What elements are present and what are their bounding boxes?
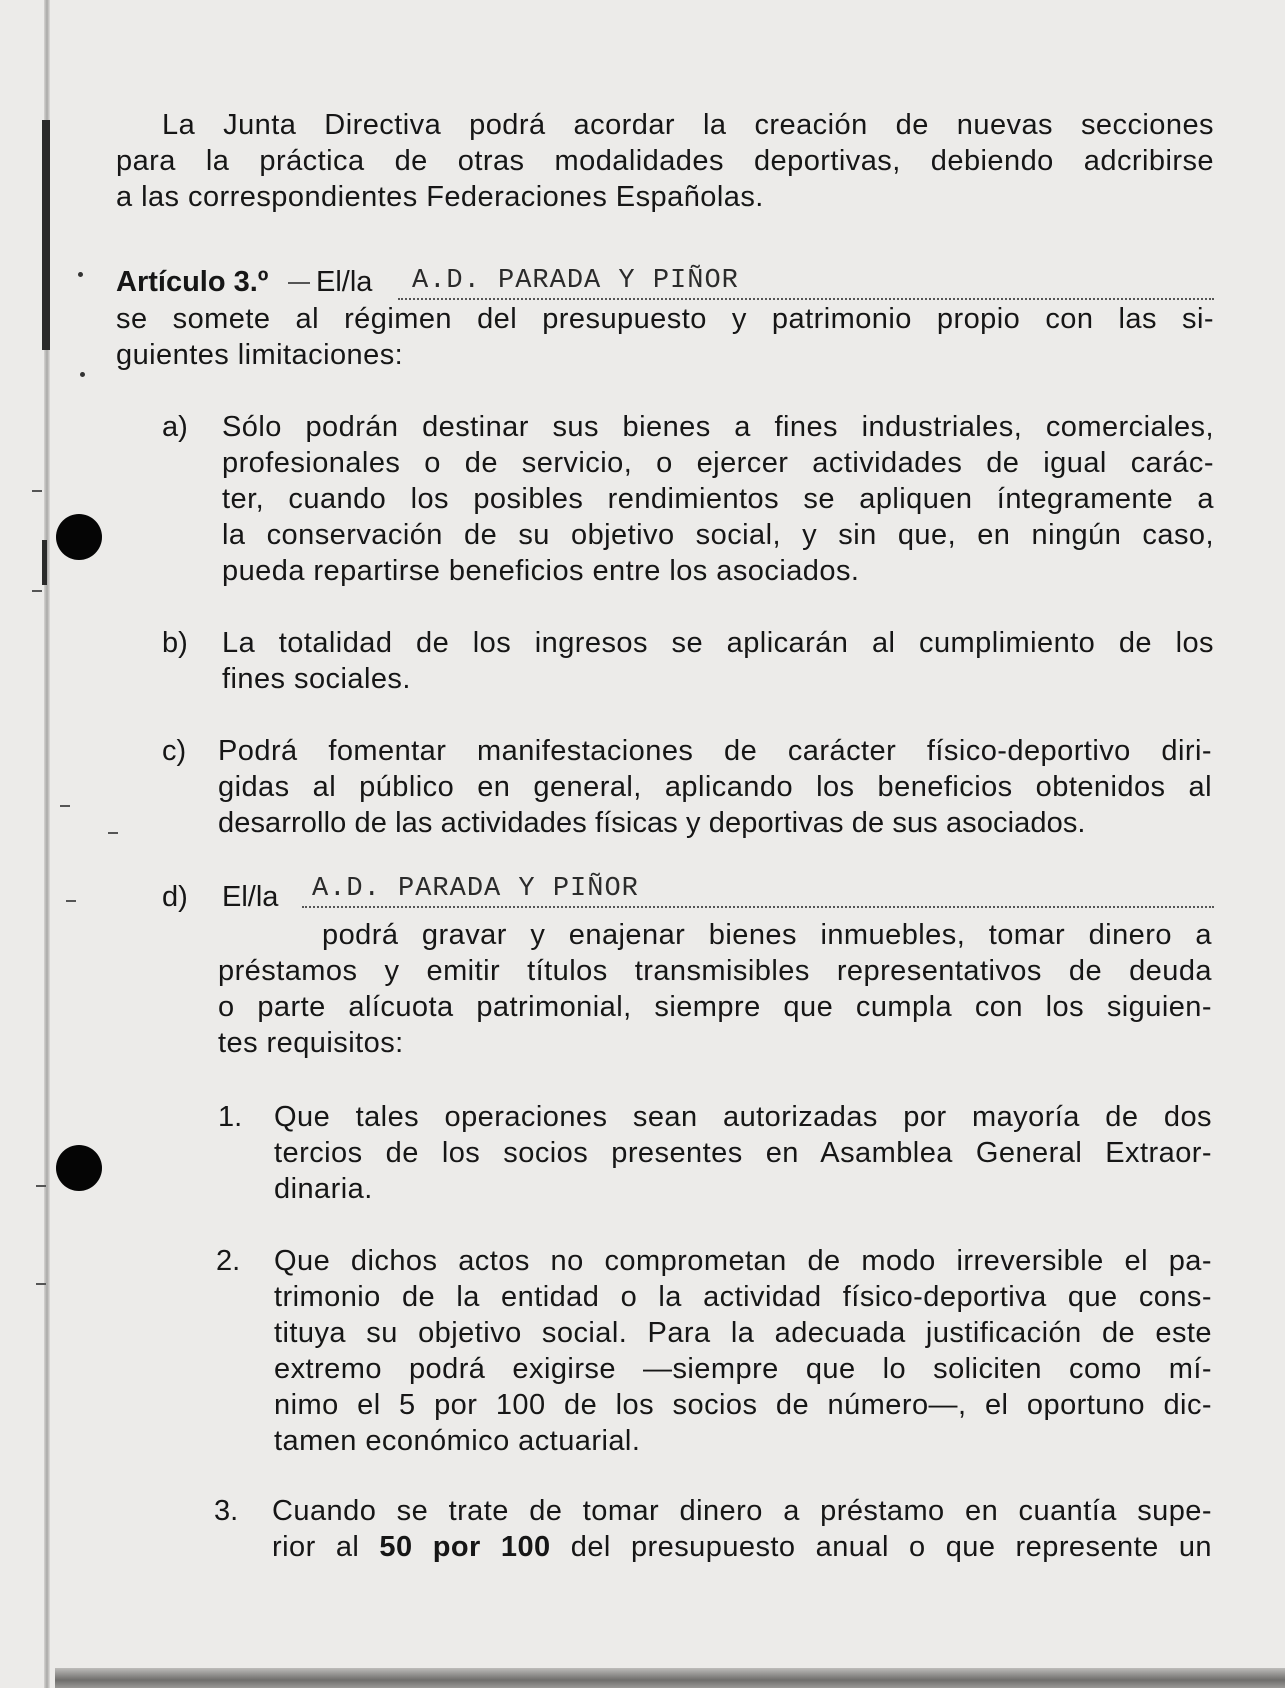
requirement-3-text: del presupuesto anual o que represente un — [550, 1531, 1212, 1563]
requirement-3-line: Cuando se trate de tomar dinero a préstamo en cuantía supe- — [272, 1495, 1212, 1527]
item-a-line: profesionales o de servicio, o ejercer actividades de igual carác- — [222, 447, 1214, 479]
requirement-marker-2: 2. — [216, 1245, 241, 1277]
item-c-line: Podrá fomentar manifestaciones de carácter físico-deportivo diri- — [218, 735, 1212, 767]
item-c-line: desarrollo de las actividades físicas y deportivas de sus asociados. — [218, 807, 1086, 839]
article-heading: Artículo 3.º — [116, 266, 269, 298]
entity-name-typed: A.D. PARADA Y PIÑOR — [312, 874, 639, 904]
item-a-line: pueda repartirse beneficios entre los asociados. — [222, 555, 860, 587]
speck — [78, 272, 83, 277]
entity-name-typed: A.D. PARADA Y PIÑOR — [412, 266, 739, 296]
speck — [32, 490, 42, 492]
speck — [36, 1185, 46, 1187]
requirement-2-line: tamen económico actuarial. — [274, 1425, 641, 1457]
requirement-2-line: tituya su objetivo social. Para la adecuada justificación de este — [274, 1317, 1212, 1349]
punch-hole — [56, 514, 102, 560]
item-b-line: fines sociales. — [222, 663, 411, 695]
item-marker-b: b) — [162, 627, 188, 659]
entity-name-field — [398, 268, 1214, 300]
item-d-line: podrá gravar y enajenar bienes inmuebles, tomar dinero a — [322, 919, 1212, 951]
ella-label: El/la — [316, 266, 373, 298]
requirement-3-bold-amount: 50 por 100 — [379, 1531, 551, 1563]
requirement-2-line: trimonio de la entidad o la actividad físico-deportiva que cons- — [274, 1281, 1212, 1313]
item-b-line: La totalidad de los ingresos se aplicarán al cumplimiento de los — [222, 627, 1214, 659]
requirement-3-text: rior al — [272, 1531, 380, 1563]
scan-shadow-mark — [42, 540, 47, 585]
intro-line: para la práctica de otras modalidades deportivas, debiendo adcribirse — [116, 145, 1214, 177]
requirement-marker-3: 3. — [214, 1495, 239, 1527]
speck — [32, 590, 42, 592]
requirement-marker-1: 1. — [218, 1101, 243, 1133]
article-line: guientes limitaciones: — [116, 339, 404, 371]
item-a-line: Sólo podrán destinar sus bienes a fines industriales, comerciales, — [222, 411, 1214, 443]
requirement-1-line: tercios de los socios presentes en Asamblea General Extraor- — [274, 1137, 1212, 1169]
scan-shadow-mark — [42, 120, 50, 350]
item-c-line: gidas al público en general, aplicando los beneficios obtenidos al — [218, 771, 1212, 803]
speck — [80, 372, 85, 377]
requirement-2-line: nimo el 5 por 100 de los socios de número—, el oportuno dic- — [274, 1389, 1212, 1421]
item-marker-a: a) — [162, 411, 188, 443]
item-d-line: préstamos y emitir títulos transmisibles representativos de deuda — [218, 955, 1212, 987]
item-d-line: o parte alícuota patrimonial, siempre que cumpla con los siguien- — [218, 991, 1212, 1023]
punch-hole — [56, 1145, 102, 1191]
speck — [60, 805, 70, 807]
article-line: se somete al régimen del presupuesto y patrimonio propio con las si- — [116, 303, 1214, 335]
requirement-1-line: dinaria. — [274, 1173, 373, 1205]
requirement-2-line: extremo podrá exigirse —siempre que lo soliciten como mí- — [274, 1353, 1212, 1385]
heading-dash — [288, 282, 310, 284]
ella-label: El/la — [222, 881, 279, 913]
requirement-1-line: Que tales operaciones sean autorizadas por mayoría de dos — [274, 1101, 1212, 1133]
requirement-3-line — [272, 1530, 1212, 1565]
requirement-2-line: Que dichos actos no comprometan de modo irreversible el pa- — [274, 1245, 1212, 1277]
scan-bottom-edge — [55, 1668, 1285, 1688]
speck — [108, 832, 118, 834]
item-marker-d: d) — [162, 881, 188, 913]
entity-name-field — [302, 876, 1214, 908]
item-a-line: la conservación de su objetivo social, y sin que, en ningún caso, — [222, 519, 1214, 551]
item-marker-c: c) — [162, 735, 187, 767]
item-d-line: tes requisitos: — [218, 1027, 404, 1059]
speck — [36, 1283, 46, 1285]
intro-line: La Junta Directiva podrá acordar la creación de nuevas secciones — [162, 109, 1214, 141]
speck — [66, 900, 76, 902]
item-a-line: ter, cuando los posibles rendimientos se apliquen íntegramente a — [222, 483, 1214, 515]
intro-line: a las correspondientes Federaciones Españolas. — [116, 181, 764, 213]
